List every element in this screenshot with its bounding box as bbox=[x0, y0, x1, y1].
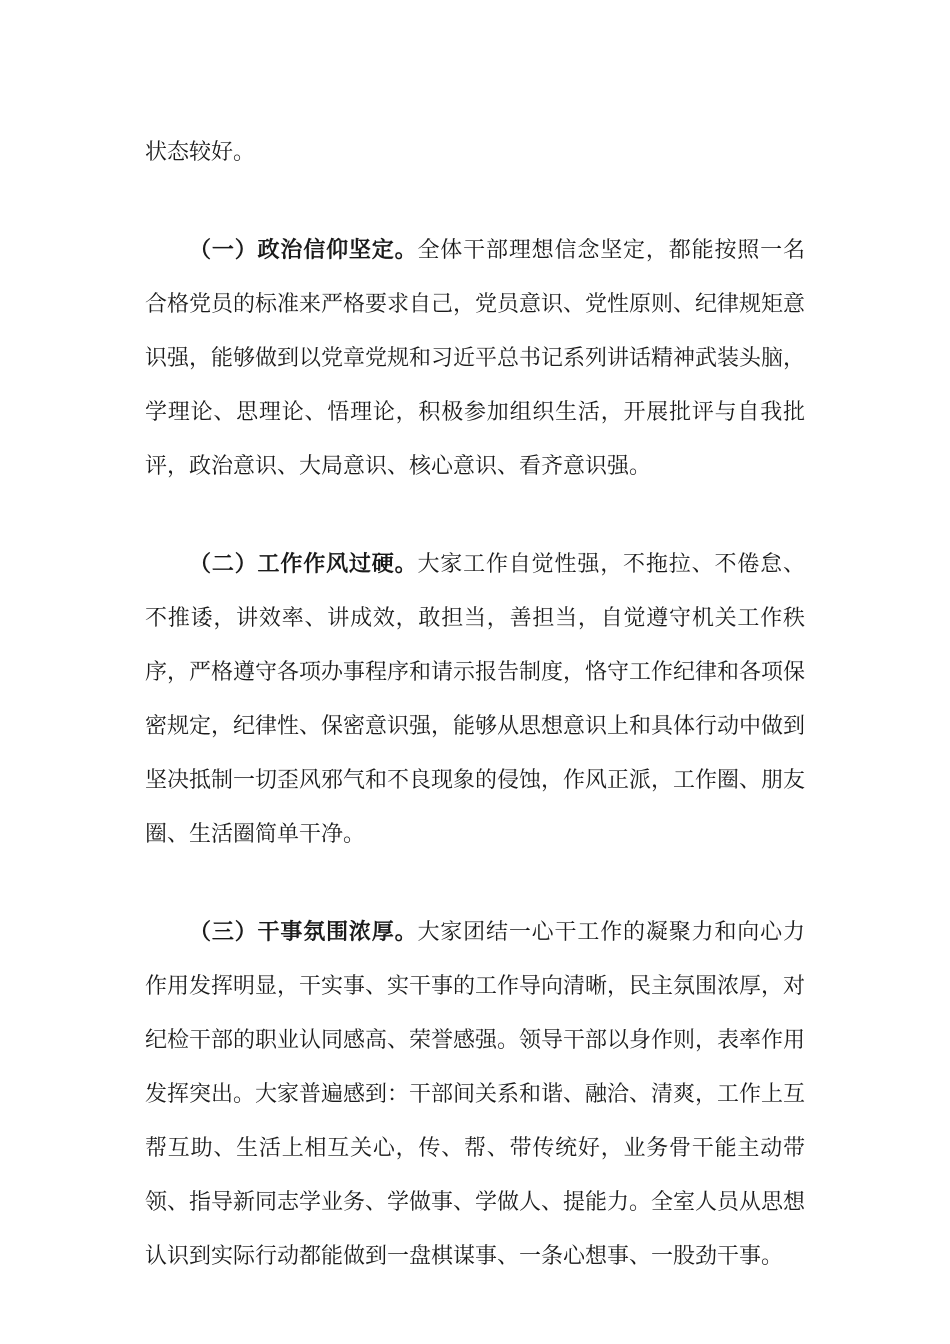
section-body-3: 大家团结一心干工作的凝聚力和向心力作用发挥明显，干实事、实干事的工作导向清晰，民主氛围浓厚，对纪检干部的职业认同感高、荣誉感强。领导干部以身作则，表率作用发挥突出。大家普遍感到：干部间关系和谐、融洽、清爽，工作上互帮互助、生活上相互关心，传、帮、带传统好，业务骨干能主动带领、指导新同志学业务、学做事、学做人、提能力。全室人员从思想认识到实际行动都能做到一盘棋谋事、一条心想事、一股劲干事。 bbox=[145, 920, 806, 1269]
section-paragraph-2 bbox=[145, 538, 805, 862]
section-heading-3: （三）干事氛围浓厚。 bbox=[189, 920, 418, 945]
paragraph-gap bbox=[145, 862, 805, 906]
section-paragraph-3 bbox=[145, 906, 805, 1284]
section-paragraph-1 bbox=[145, 224, 805, 494]
paragraph-gap bbox=[145, 494, 805, 538]
section-body-1: 全体干部理想信念坚定，都能按照一名合格党员的标准来严格要求自己，党员意识、党性原则、纪律规矩意识强，能够做到以党章党规和习近平总书记系列讲话精神武装头脑，学理论、思理论、悟理论，积极参加组织生活，开展批评与自我批评，政治意识、大局意识、核心意识、看齐意识强。 bbox=[145, 238, 806, 479]
continuation-text bbox=[145, 126, 805, 180]
document-body bbox=[145, 126, 805, 1284]
paragraph-gap bbox=[145, 180, 805, 224]
section-heading-1: （一）政治信仰坚定。 bbox=[189, 238, 418, 263]
section-body-2: 大家工作自觉性强，不拖拉、不倦怠、不推诿，讲效率、讲成效，敢担当，善担当，自觉遵守机关工作秩序，严格遵守各项办事程序和请示报告制度，恪守工作纪律和各项保密规定，纪律性、保密意识强，能够从思想意识上和具体行动中做到坚决抵制一切歪风邪气和不良现象的侵蚀，作风正派，工作圈、朋友圈、生活圈简单干净。 bbox=[145, 552, 806, 847]
section-heading-2: （二）工作作风过硬。 bbox=[189, 552, 418, 577]
continuation-line: 状态较好。 bbox=[145, 140, 256, 165]
